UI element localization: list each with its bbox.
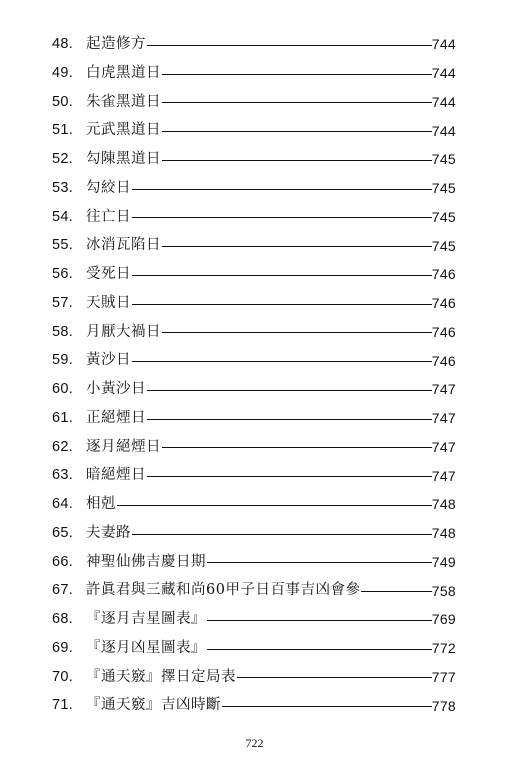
- entry-number: 64.: [52, 496, 74, 513]
- leader-line: [147, 390, 432, 391]
- entry-page: 777: [431, 668, 456, 685]
- toc-entry: [52, 318, 456, 347]
- entry-number: 70.: [52, 668, 74, 685]
- leader-line: [162, 102, 432, 103]
- entry-number: 62.: [52, 438, 74, 455]
- entry-number: 55.: [52, 237, 74, 254]
- toc-entry: [52, 548, 456, 577]
- leader-line: [162, 74, 432, 75]
- entry-page: 749: [431, 553, 456, 570]
- leader-line: [207, 649, 432, 650]
- toc-entry: [52, 404, 456, 433]
- entry-page: 758: [431, 582, 456, 599]
- entry-number: 60.: [52, 381, 74, 398]
- entry-number: 53.: [52, 179, 74, 196]
- entry-page: 748: [431, 525, 456, 542]
- entry-title: 冰消瓦陷日: [86, 237, 161, 254]
- entry-title: 逐月絕煙日: [86, 438, 161, 455]
- entry-page: 772: [431, 640, 456, 657]
- leader-line: [132, 304, 432, 305]
- entry-number: 66.: [52, 553, 74, 570]
- entry-page: 778: [431, 697, 456, 714]
- leader-line: [132, 534, 432, 535]
- leader-line: [207, 562, 432, 563]
- toc-entry: [52, 576, 456, 605]
- entry-number: 51.: [52, 122, 74, 139]
- entry-number: 48.: [52, 36, 74, 53]
- entry-page: 746: [431, 323, 456, 340]
- entry-page: 748: [431, 496, 456, 513]
- entry-number: 67.: [52, 582, 74, 599]
- toc-entry: [52, 433, 456, 462]
- entry-title: 朱雀黑道日: [86, 93, 161, 110]
- entry-title: 元武黑道日: [86, 122, 161, 139]
- entry-title: 白虎黑道日: [86, 64, 161, 81]
- entry-number: 68.: [52, 611, 74, 628]
- entry-page: 744: [431, 36, 456, 53]
- entry-title: 天賊日: [86, 294, 131, 311]
- leader-line: [222, 706, 432, 707]
- leader-line: [361, 591, 431, 592]
- entry-title: 相剋: [86, 496, 116, 513]
- toc-entry: [52, 519, 456, 548]
- leader-line: [132, 189, 432, 190]
- leader-line: [147, 419, 432, 420]
- entry-title: 往亡日: [86, 208, 131, 225]
- toc-entry: [52, 346, 456, 375]
- entry-page: 769: [431, 611, 456, 628]
- entry-number: 50.: [52, 93, 74, 110]
- entry-title: 『逐月吉星圖表』: [86, 611, 206, 628]
- entry-number: 61.: [52, 409, 74, 426]
- entry-title: 勾陳黑道日: [86, 151, 161, 168]
- entry-page: 745: [431, 237, 456, 254]
- entry-title: 小黃沙日: [86, 381, 146, 398]
- entry-title: 『通天竅』吉凶時斷: [86, 697, 221, 714]
- entry-title: 暗絕煙日: [86, 467, 146, 484]
- leader-line: [132, 361, 432, 362]
- entry-page: 746: [431, 352, 456, 369]
- toc-entry: [52, 145, 456, 174]
- entry-title: 『通天竅』擇日定局表: [86, 668, 236, 685]
- entry-title: 受死日: [86, 266, 131, 283]
- toc-entry: [52, 289, 456, 318]
- entry-page: 746: [431, 295, 456, 312]
- toc-entry: [52, 174, 456, 203]
- toc-entry: [52, 634, 456, 663]
- page-number: 722: [245, 736, 264, 750]
- entry-title: 『逐月凶星圖表』: [86, 639, 206, 656]
- entry-title: 夫妻路: [86, 524, 131, 541]
- entry-title: 起造修方: [86, 36, 146, 53]
- entry-number: 59.: [52, 352, 74, 369]
- leader-line: [132, 217, 432, 218]
- entry-title: 月厭大禍日: [86, 323, 161, 340]
- entry-page: 744: [431, 65, 456, 82]
- entry-number: 71.: [52, 697, 74, 714]
- toc-entry: [52, 663, 456, 692]
- entry-page: 746: [431, 266, 456, 283]
- entry-title: 正絕煙日: [86, 409, 146, 426]
- entry-number: 49.: [52, 64, 74, 81]
- entry-page: 745: [431, 151, 456, 168]
- toc-entry: [52, 231, 456, 260]
- entry-page: 747: [431, 438, 456, 455]
- toc-entry: [52, 203, 456, 232]
- entry-page: 744: [431, 93, 456, 110]
- entry-number: 54.: [52, 208, 74, 225]
- entry-title: 神聖仙佛吉慶日期: [86, 553, 206, 570]
- table-of-contents: [52, 30, 456, 720]
- toc-entry: [52, 59, 456, 88]
- toc-entry: [52, 691, 456, 720]
- leader-line: [147, 45, 432, 46]
- entry-number: 63.: [52, 467, 74, 484]
- leader-line: [162, 160, 432, 161]
- entry-title: 黃沙日: [86, 352, 131, 369]
- entry-page: 747: [431, 381, 456, 398]
- leader-line: [162, 447, 432, 448]
- entry-page: 745: [431, 180, 456, 197]
- entry-title: 許眞君與三藏和尚60甲子日百事吉凶會參: [86, 582, 361, 599]
- leader-line: [132, 275, 432, 276]
- entry-page: 745: [431, 208, 456, 225]
- toc-entry: [52, 88, 456, 117]
- leader-line: [117, 505, 432, 506]
- leader-line: [207, 620, 432, 621]
- entry-title: 勾絞日: [86, 179, 131, 196]
- entry-number: 52.: [52, 151, 74, 168]
- entry-number: 58.: [52, 323, 74, 340]
- toc-entry: [52, 605, 456, 634]
- leader-line: [147, 476, 432, 477]
- leader-line: [237, 677, 432, 678]
- toc-entry: [52, 375, 456, 404]
- entry-page: 747: [431, 410, 456, 427]
- leader-line: [162, 332, 432, 333]
- toc-entry: [52, 490, 456, 519]
- toc-entry: [52, 116, 456, 145]
- entry-number: 65.: [52, 524, 74, 541]
- entry-page: 744: [431, 122, 456, 139]
- leader-line: [162, 131, 432, 132]
- toc-entry: [52, 260, 456, 289]
- leader-line: [162, 246, 432, 247]
- toc-entry: [52, 30, 456, 59]
- toc-entry: [52, 461, 456, 490]
- entry-number: 56.: [52, 266, 74, 283]
- entry-page: 747: [431, 467, 456, 484]
- entry-number: 57.: [52, 294, 74, 311]
- entry-number: 69.: [52, 639, 74, 656]
